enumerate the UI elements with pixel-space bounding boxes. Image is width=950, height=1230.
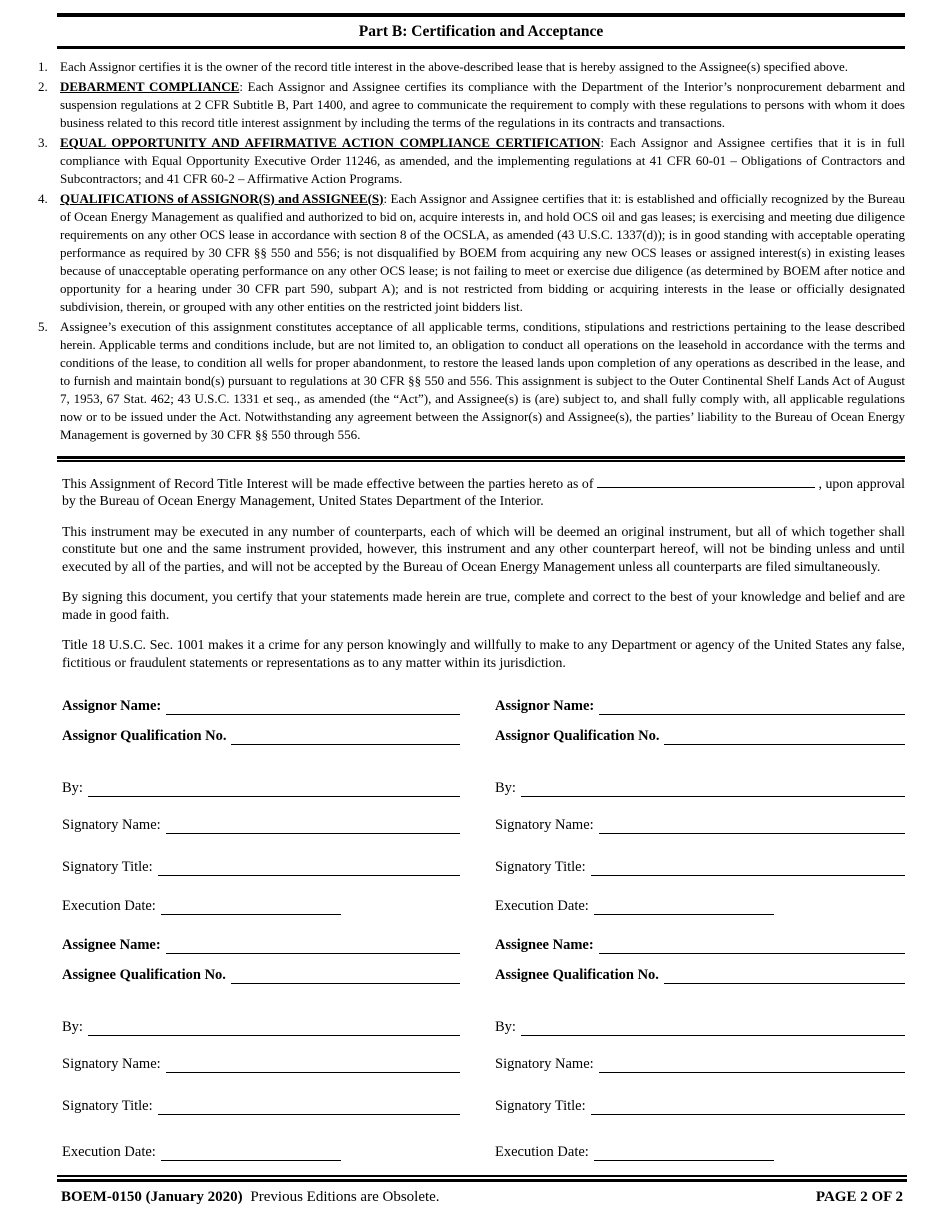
signatory-title-label: Signatory Title: [62,859,153,875]
assignee-execution-date-row-2 [495,1144,905,1161]
assignee-signatory-title-row-2 [495,1098,905,1115]
signature-section [62,698,905,1161]
assignor-name-input-line[interactable] [599,700,905,715]
assignee-signatory-name-input-line[interactable] [166,1058,460,1073]
assignor-qualification-row-1 [62,728,460,745]
execution-date-label: Execution Date: [62,1144,156,1160]
assignor-name-input-line[interactable] [166,700,460,715]
assignor-by-input-line[interactable] [88,782,460,797]
assignee-qualification-label: Assignee Qualification No. [62,967,226,983]
assignee-execution-date-row-1 [62,1144,460,1161]
by-label: By: [495,780,516,796]
by-label: By: [495,1019,516,1035]
assignee-by-input-line[interactable] [88,1021,460,1036]
item-text-content: : Each Assignor and Assignee certifies that it: is established and officially recognized by the Bureau of Ocean Energy Management as qualified and authorized to bid on, acquire interests in, and hold OCS oil and gas leases; is exercising and meeting due diligence requirements on any other OCS lease in accordance with section 8 of the OCSLA, as amended (43 U.S.C. 1337(d)); is in good standing with acceptable operating performance as required by 30 CFR §§ 550 and 556; is not disqualified by BOEM from acquiring any new OCS leases or assigned interest(s) in existing leases because of unacceptable operating performance on any other OCS lease; is not failing to meet or exercise due diligence (as determined by BOEM after notice and opportunity for a hearing under 30 CFR part 590, subpart A); and is not restricted from bidding or acquiring interests in the lease or officially designated subdivision, therein, or grouped with any other entities on the restricted joint bidders list. [60,190,905,314]
signatory-title-label: Signatory Title: [62,1098,153,1114]
assignee-signatory-name-input-line[interactable] [599,1058,905,1073]
execution-date-label: Execution Date: [495,898,589,914]
assignee-signatory-title-input-line[interactable] [591,1100,905,1115]
assignor-by-row-2 [495,780,905,797]
assignor-signatory-name-input-line[interactable] [166,819,460,834]
assignee-execution-date-input-line[interactable] [594,1146,774,1161]
assignee-signatory-title-row-1 [62,1098,460,1115]
item-lead-heading: QUALIFICATIONS of ASSIGNOR(S) and ASSIGNEE(S) [60,190,384,206]
item-text-content: Each Assignor certifies it is the owner of the record title interest in the above-described lease that is hereby assigned to the Assignee(s) specified above. [60,58,849,74]
assignee-qualification-label: Assignee Qualification No. [495,967,659,983]
assignor-execution-date-row-2 [495,898,905,915]
assignor-by-row-1 [62,780,460,797]
section-divider-rule [57,456,905,462]
footer-divider-rule [57,1175,907,1182]
assignee-by-row-1 [62,1019,460,1036]
assignor-signatory-title-input-line[interactable] [158,861,460,876]
assignee-by-input-line[interactable] [521,1021,905,1036]
effective-date-paragraph [62,475,905,510]
item-text [60,190,905,316]
assignor-by-input-line[interactable] [521,782,905,797]
item-number: 2. [38,78,48,94]
title18-paragraph: Title 18 U.S.C. Sec. 1001 makes it a crime for any person knowingly and willfully to make to any Department or agency of the United States any false, fictitious or fraudulent statements or representations as to any matter within its jurisdiction. [62,637,905,670]
assignor-name-row-2 [495,698,905,715]
item-text-content: : Each Assignor and Assignee certifies that it is in full compliance with Equal Opportunity Executive Order 11246, as amended, and the implementing regulations at 41 CFR 60-01 – Obligations of Contractors and Subcontractors; and 41 CFR 60-2 – Affirmative Action Programs. [60,134,905,186]
signatory-title-label: Signatory Title: [495,1098,586,1114]
certification-item-5 [38,318,905,444]
footer-obsolete-note: Previous Editions are Obsolete. [250,1189,440,1205]
by-label: By: [62,1019,83,1035]
form-number: BOEM-0150 (January 2020) [61,1189,243,1205]
assignee-signatory-title-input-line[interactable] [158,1100,460,1115]
assignee-name-row-1 [62,937,460,954]
assignor-signatory-name-row-2 [495,817,905,834]
assignee-execution-date-input-line[interactable] [161,1146,341,1161]
execution-date-label: Execution Date: [495,1144,589,1160]
certification-item-3 [38,134,905,188]
assignor-signatory-title-input-line[interactable] [591,861,905,876]
assignee-by-row-2 [495,1019,905,1036]
by-label: By: [62,780,83,796]
assignor-qualification-input-line[interactable] [231,730,460,745]
signatory-name-label: Signatory Name: [495,817,594,833]
assignor-name-row-1 [62,698,460,715]
item-number: 5. [38,318,48,334]
assignor-signatory-title-row-2 [495,859,905,876]
signatory-name-label: Signatory Name: [62,817,161,833]
assignor-execution-date-row-1 [62,898,460,915]
assignee-qualification-row-1 [62,967,460,984]
assignor-signatory-name-input-line[interactable] [599,819,905,834]
item-text-content: Assignee’s execution of this assignment constitutes acceptance of all applicable terms, conditions, stipulations and restrictions pertaining to the lease described herein. Applicable terms and conditions include, but are not limited to, an obligation to conduct all operations on the leasehold in accordance with the terms and conditions of the lease, to condition all wells for proper abandonment, to restore the leased lands upon completion of any operations as described in the lease, and to furnish and maintain bond(s) pursuant to regulations at 30 CFR §§ 550 and 556. This assignment is subject to the Outer Continental Shelf Lands Act of August 7, 1953, 67 Stat. 462; 43 U.S.C. 1331 et seq., as amended (the “Act”), and Assignee(s) is (are) subject to, and shall fully comply with, all applicable regulations now or to be issued under the Act. Notwithstanding any agreement between the Assignor(s) and Assignee(s), the parties’ liability to the Bureau of Ocean Energy Management is governed by 30 CFR §§ 550 through 556. [60,318,905,442]
assignee-name-input-line[interactable] [166,939,460,954]
item-number: 3. [38,134,48,150]
item-text [60,134,905,188]
assignee-qualification-input-line[interactable] [231,969,460,984]
certification-item-4 [38,190,905,316]
execution-date-label: Execution Date: [62,898,156,914]
assignee-name-label: Assignee Name: [62,937,161,953]
item-lead-heading: DEBARMENT COMPLIANCE [60,78,240,94]
signatory-name-label: Signatory Name: [495,1056,594,1072]
signature-column-2 [495,698,905,1161]
assignor-execution-date-input-line[interactable] [161,900,341,915]
signatory-title-label: Signatory Title: [495,859,586,875]
item-text-content: : Each Assignor and Assignee certifies its compliance with the Department of the Interior’s nonprocurement debarment and suspension regulations at 2 CFR Subtitle B, Part 1400, and agree to communicate the requirement to comply with these regulations to persons with whom it does business related to this record title interest assignment by including the terms of the regulations in its contracts and transactions. [60,78,905,130]
assignor-execution-date-input-line[interactable] [594,900,774,915]
item-number: 1. [38,58,48,74]
assignor-name-label: Assignor Name: [495,698,595,714]
effective-date-text-before: This Assignment of Record Title Interest will be made effective between the parties hereto as of [62,475,594,491]
item-lead-heading: EQUAL OPPORTUNITY AND AFFIRMATIVE ACTION COMPLIANCE CERTIFICATION [60,134,601,150]
assignor-signatory-name-row-1 [62,817,460,834]
item-text [60,58,905,76]
signatory-name-label: Signatory Name: [62,1056,161,1072]
item-text [60,318,905,444]
certification-item-2 [38,78,905,132]
assignor-qualification-label: Assignor Qualification No. [62,728,227,744]
assignee-name-input-line[interactable] [599,939,905,954]
assignee-signatory-name-row-1 [62,1056,460,1073]
form-footer [57,1175,907,1206]
assignee-name-row-2 [495,937,905,954]
certification-list [38,58,905,444]
assignee-name-label: Assignee Name: [495,937,594,953]
effective-date-input-line[interactable] [597,476,815,488]
effective-date-text-after: , upon approval by the Bureau of Ocean Energy Management, United States Department of the Interior. [62,475,905,508]
part-title: Part B: Certification and Acceptance [358,23,604,40]
signature-column-1 [62,698,460,1161]
item-number: 4. [38,190,48,206]
certification-item-1 [38,58,905,76]
footer-text-row [57,1182,907,1206]
header-bottom-rule [57,46,905,49]
form-header [38,13,905,49]
assignor-signatory-title-row-1 [62,859,460,876]
page-number: PAGE 2 OF 2 [815,1189,903,1205]
footer-left [61,1189,444,1206]
assignor-qualification-label: Assignor Qualification No. [495,728,660,744]
counterparts-paragraph: This instrument may be executed in any number of counterparts, each of which will be deemed an original instrument, but all of which together shall constitute but one and the same instrument provided, however, this instrument and any other counterpart hereof, will not be binding unless and until executed by all of the parties, and will not be accepted by the Bureau of Ocean Energy Management unless all counterparts are filed simultaneously. [62,523,905,574]
assignee-qualification-row-2 [495,967,905,984]
acceptance-paragraphs [62,475,905,672]
assignor-qualification-input-line[interactable] [664,730,905,745]
item-text [60,78,905,132]
certify-statement-paragraph: By signing this document, you certify that your statements made herein are true, complete and correct to the best of your knowledge and belief and are made in good faith. [62,589,905,622]
assignee-qualification-input-line[interactable] [664,969,905,984]
assignor-qualification-row-2 [495,728,905,745]
assignee-signatory-name-row-2 [495,1056,905,1073]
assignor-name-label: Assignor Name: [62,698,162,714]
